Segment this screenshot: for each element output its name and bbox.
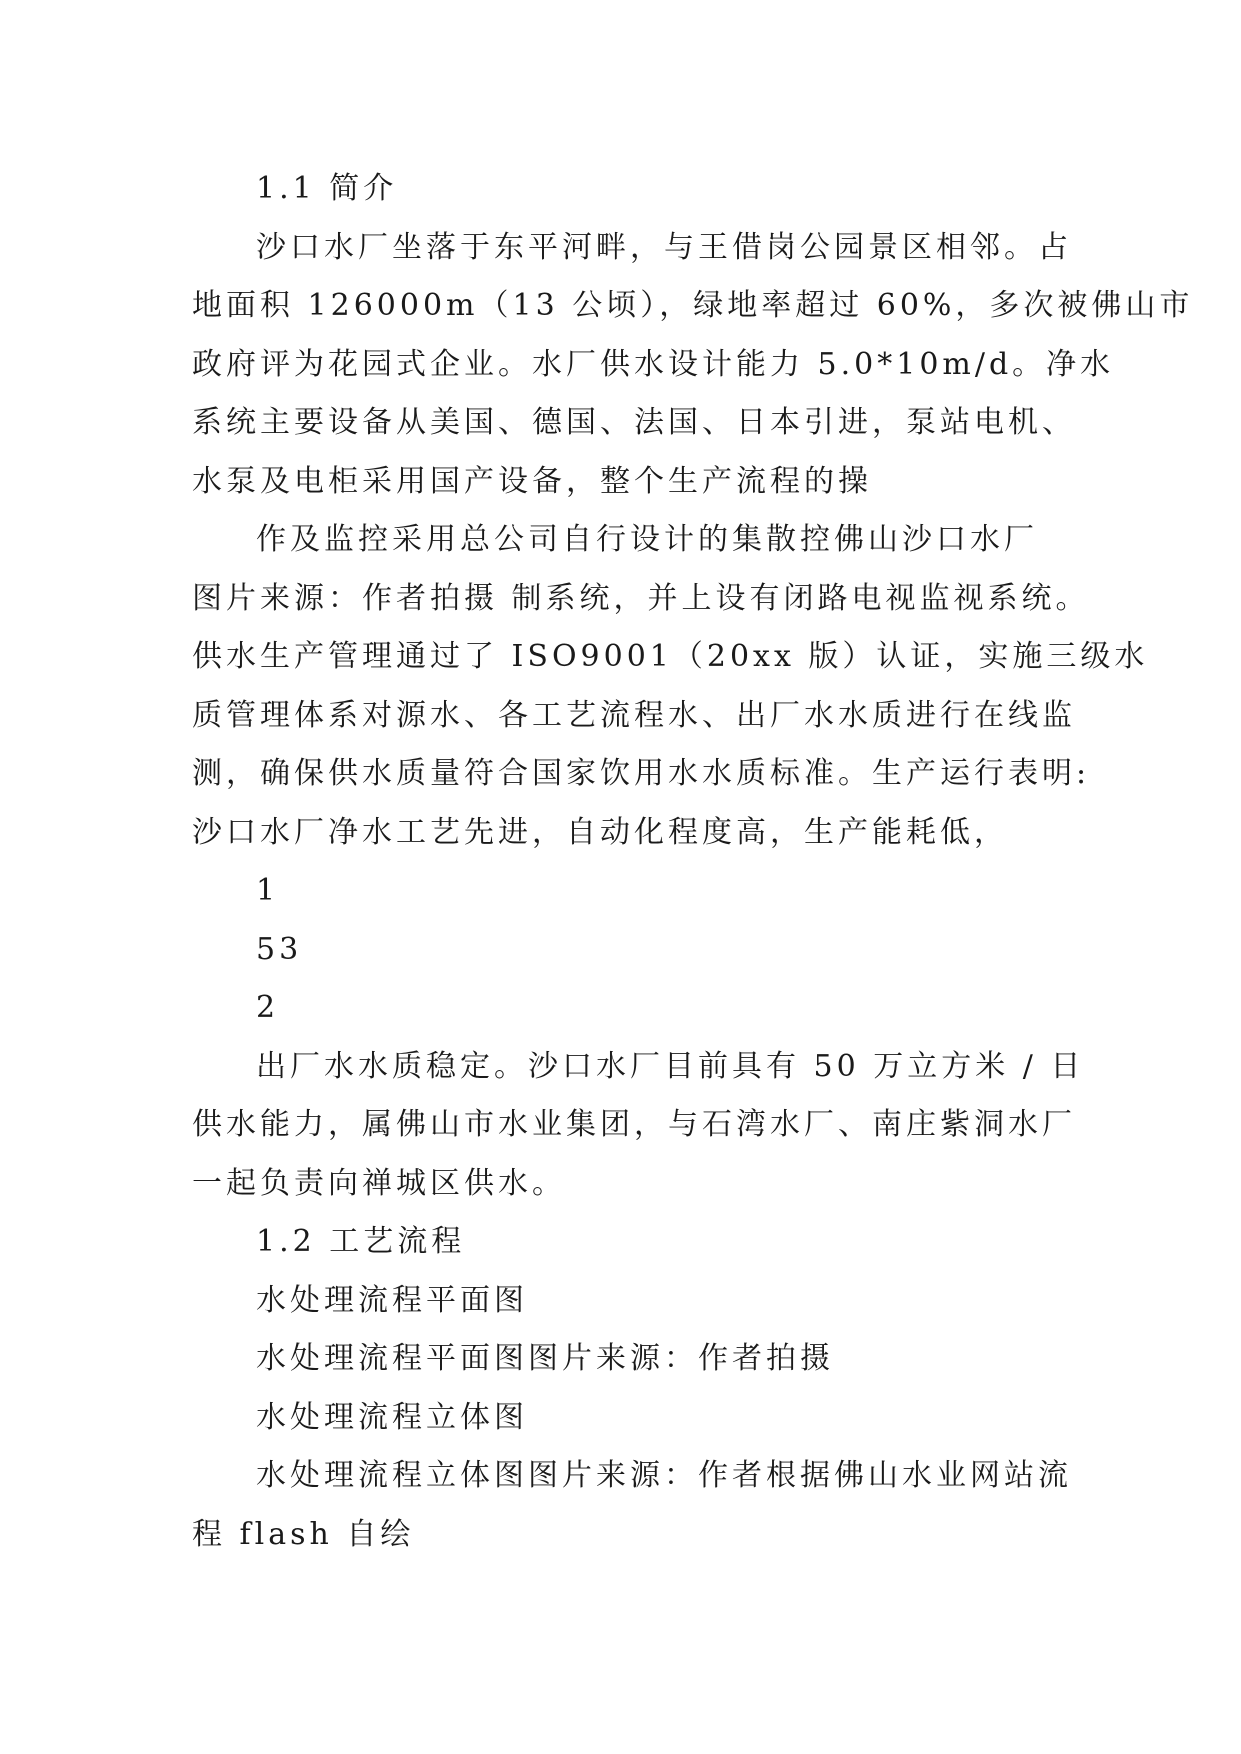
text-line: 图片来源：作者拍摄 制系统，并上设有闭路电视监视系统。 [192, 580, 1090, 616]
text-line: 供水生产管理通过了 ISO9001（20xx 版）认证，实施三级水 [192, 639, 1149, 674]
text-line: 政府评为花园式企业。水厂供水设计能力 5.0*10m/d。净水 [192, 346, 1115, 382]
text-line: 质管理体系对源水、各工艺流程水、出厂水水质进行在线监 [192, 697, 1076, 733]
text-line: 地面积 126000m（13 公顷），绿地率超过 60%，多次被佛山市 [192, 288, 1194, 323]
text-line: 53 [256, 931, 303, 967]
text-line: 1.1 简介 [256, 171, 398, 206]
text-line: 1.2 工艺流程 [256, 1224, 466, 1259]
text-line: 2 [256, 990, 280, 1025]
text-line: 1 [256, 873, 280, 908]
text-line: 水处理流程平面图图片来源：作者拍摄 [256, 1341, 834, 1376]
text-line: 沙口水厂坐落于东平河畔，与王借岗公园景区相邻。占 [256, 229, 1072, 265]
text-line: 水处理流程平面图 [256, 1282, 528, 1318]
text-line: 程 flash 自绘 [192, 1516, 415, 1552]
text-line: 系统主要设备从美国、德国、法国、日本引进，泵站电机、 [192, 405, 1076, 440]
text-line: 水泵及电柜采用国产设备，整个生产流程的操 [192, 463, 872, 499]
text-line: 水处理流程立体图 [256, 1399, 528, 1435]
text-line: 出厂水水质稳定。沙口水厂目前具有 50 万立方米 / 日 [256, 1048, 1085, 1084]
text-line: 水处理流程立体图图片来源：作者根据佛山水业网站流 [256, 1458, 1072, 1493]
text-line: 沙口水厂净水工艺先进，自动化程度高，生产能耗低， [192, 814, 1008, 850]
text-line: 供水能力，属佛山市水业集团，与石湾水厂、南庄紫洞水厂 [192, 1107, 1076, 1142]
text-line: 测，确保供水质量符合国家饮用水水质标准。生产运行表明: [192, 756, 1091, 791]
text-line: 一起负责向禅城区供水。 [192, 1165, 566, 1201]
text-line: 作及监控采用总公司自行设计的集散控佛山沙口水厂 [256, 522, 1038, 557]
document-body [192, 160, 1194, 1564]
